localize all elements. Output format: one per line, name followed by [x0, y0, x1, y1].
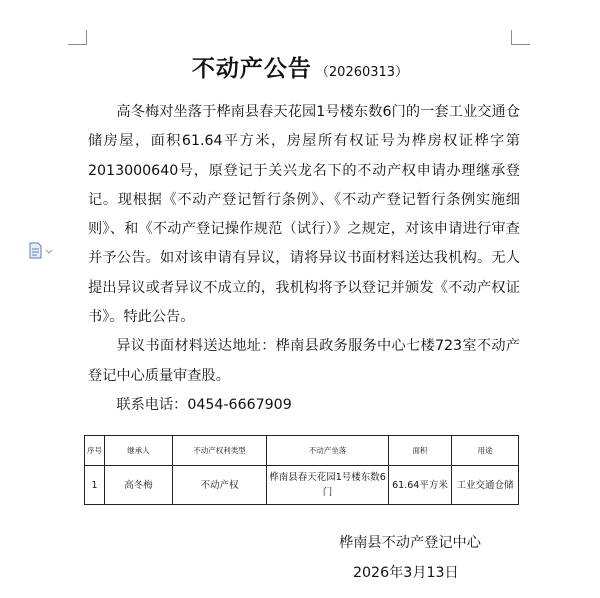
table-row	[85, 466, 519, 505]
table-header-cell: 序号	[85, 436, 105, 466]
notice-title-row	[0, 50, 600, 83]
issue-date: 2026年3月13日	[353, 565, 459, 581]
table-cell: 61.64平方米	[389, 466, 452, 505]
table-cell: 桦南县春天花园1号楼东数6门	[267, 466, 389, 505]
issuing-organization: 桦南县不动产登记中心	[339, 535, 481, 551]
document-comment-icon[interactable]	[28, 242, 56, 260]
table-header-cell: 用途	[452, 436, 519, 466]
table-cell: 1	[85, 466, 105, 505]
table-header-row	[85, 436, 519, 466]
notice-paragraph-main: 高冬梅对坐落于桦南县春天花园1号楼东数6门的一套工业交通仓储房屋，面积61.64平方米，房屋所有权证号为桦房权证桦字第2013000640号，原登记于关兴龙名下的不动产权申请办理继承登记。现根据《不动产登记暂行条例》、《不动产登记暂行条例实施细则》、和《不动产登记操作规范（试行）》之规定，对该申请进行审查并予公告。如对该申请有异议，请将异议书面材料送达我机构。无人提出异议或者异议不成立的，我机构将予以登记并颁发《不动产权证书》。特此公告。	[88, 104, 520, 326]
notice-paragraph-phone: 联系电话：0454-6667909	[116, 396, 292, 413]
page-corner-mark-left	[68, 30, 87, 45]
notice-date-suffix: （20260313）	[315, 65, 409, 80]
table-header-cell: 继承人	[105, 436, 173, 466]
table-header-cell: 面积	[389, 436, 452, 466]
page-corner-mark-right	[511, 30, 530, 45]
table-cell: 不动产权	[173, 466, 267, 505]
table-header-cell: 不动产权利类型	[173, 436, 267, 466]
property-info-table	[84, 435, 519, 505]
table-header-cell: 不动产坐落	[267, 436, 389, 466]
table-cell: 工业交通仓储	[452, 466, 519, 505]
notice-body	[88, 98, 520, 420]
table-cell: 高冬梅	[105, 466, 173, 505]
notice-title: 不动产公告	[191, 56, 312, 82]
notice-paragraph-address: 异议书面材料送达地址：桦南县政务服务中心七楼723室不动产登记中心质量审查股。	[88, 338, 520, 384]
